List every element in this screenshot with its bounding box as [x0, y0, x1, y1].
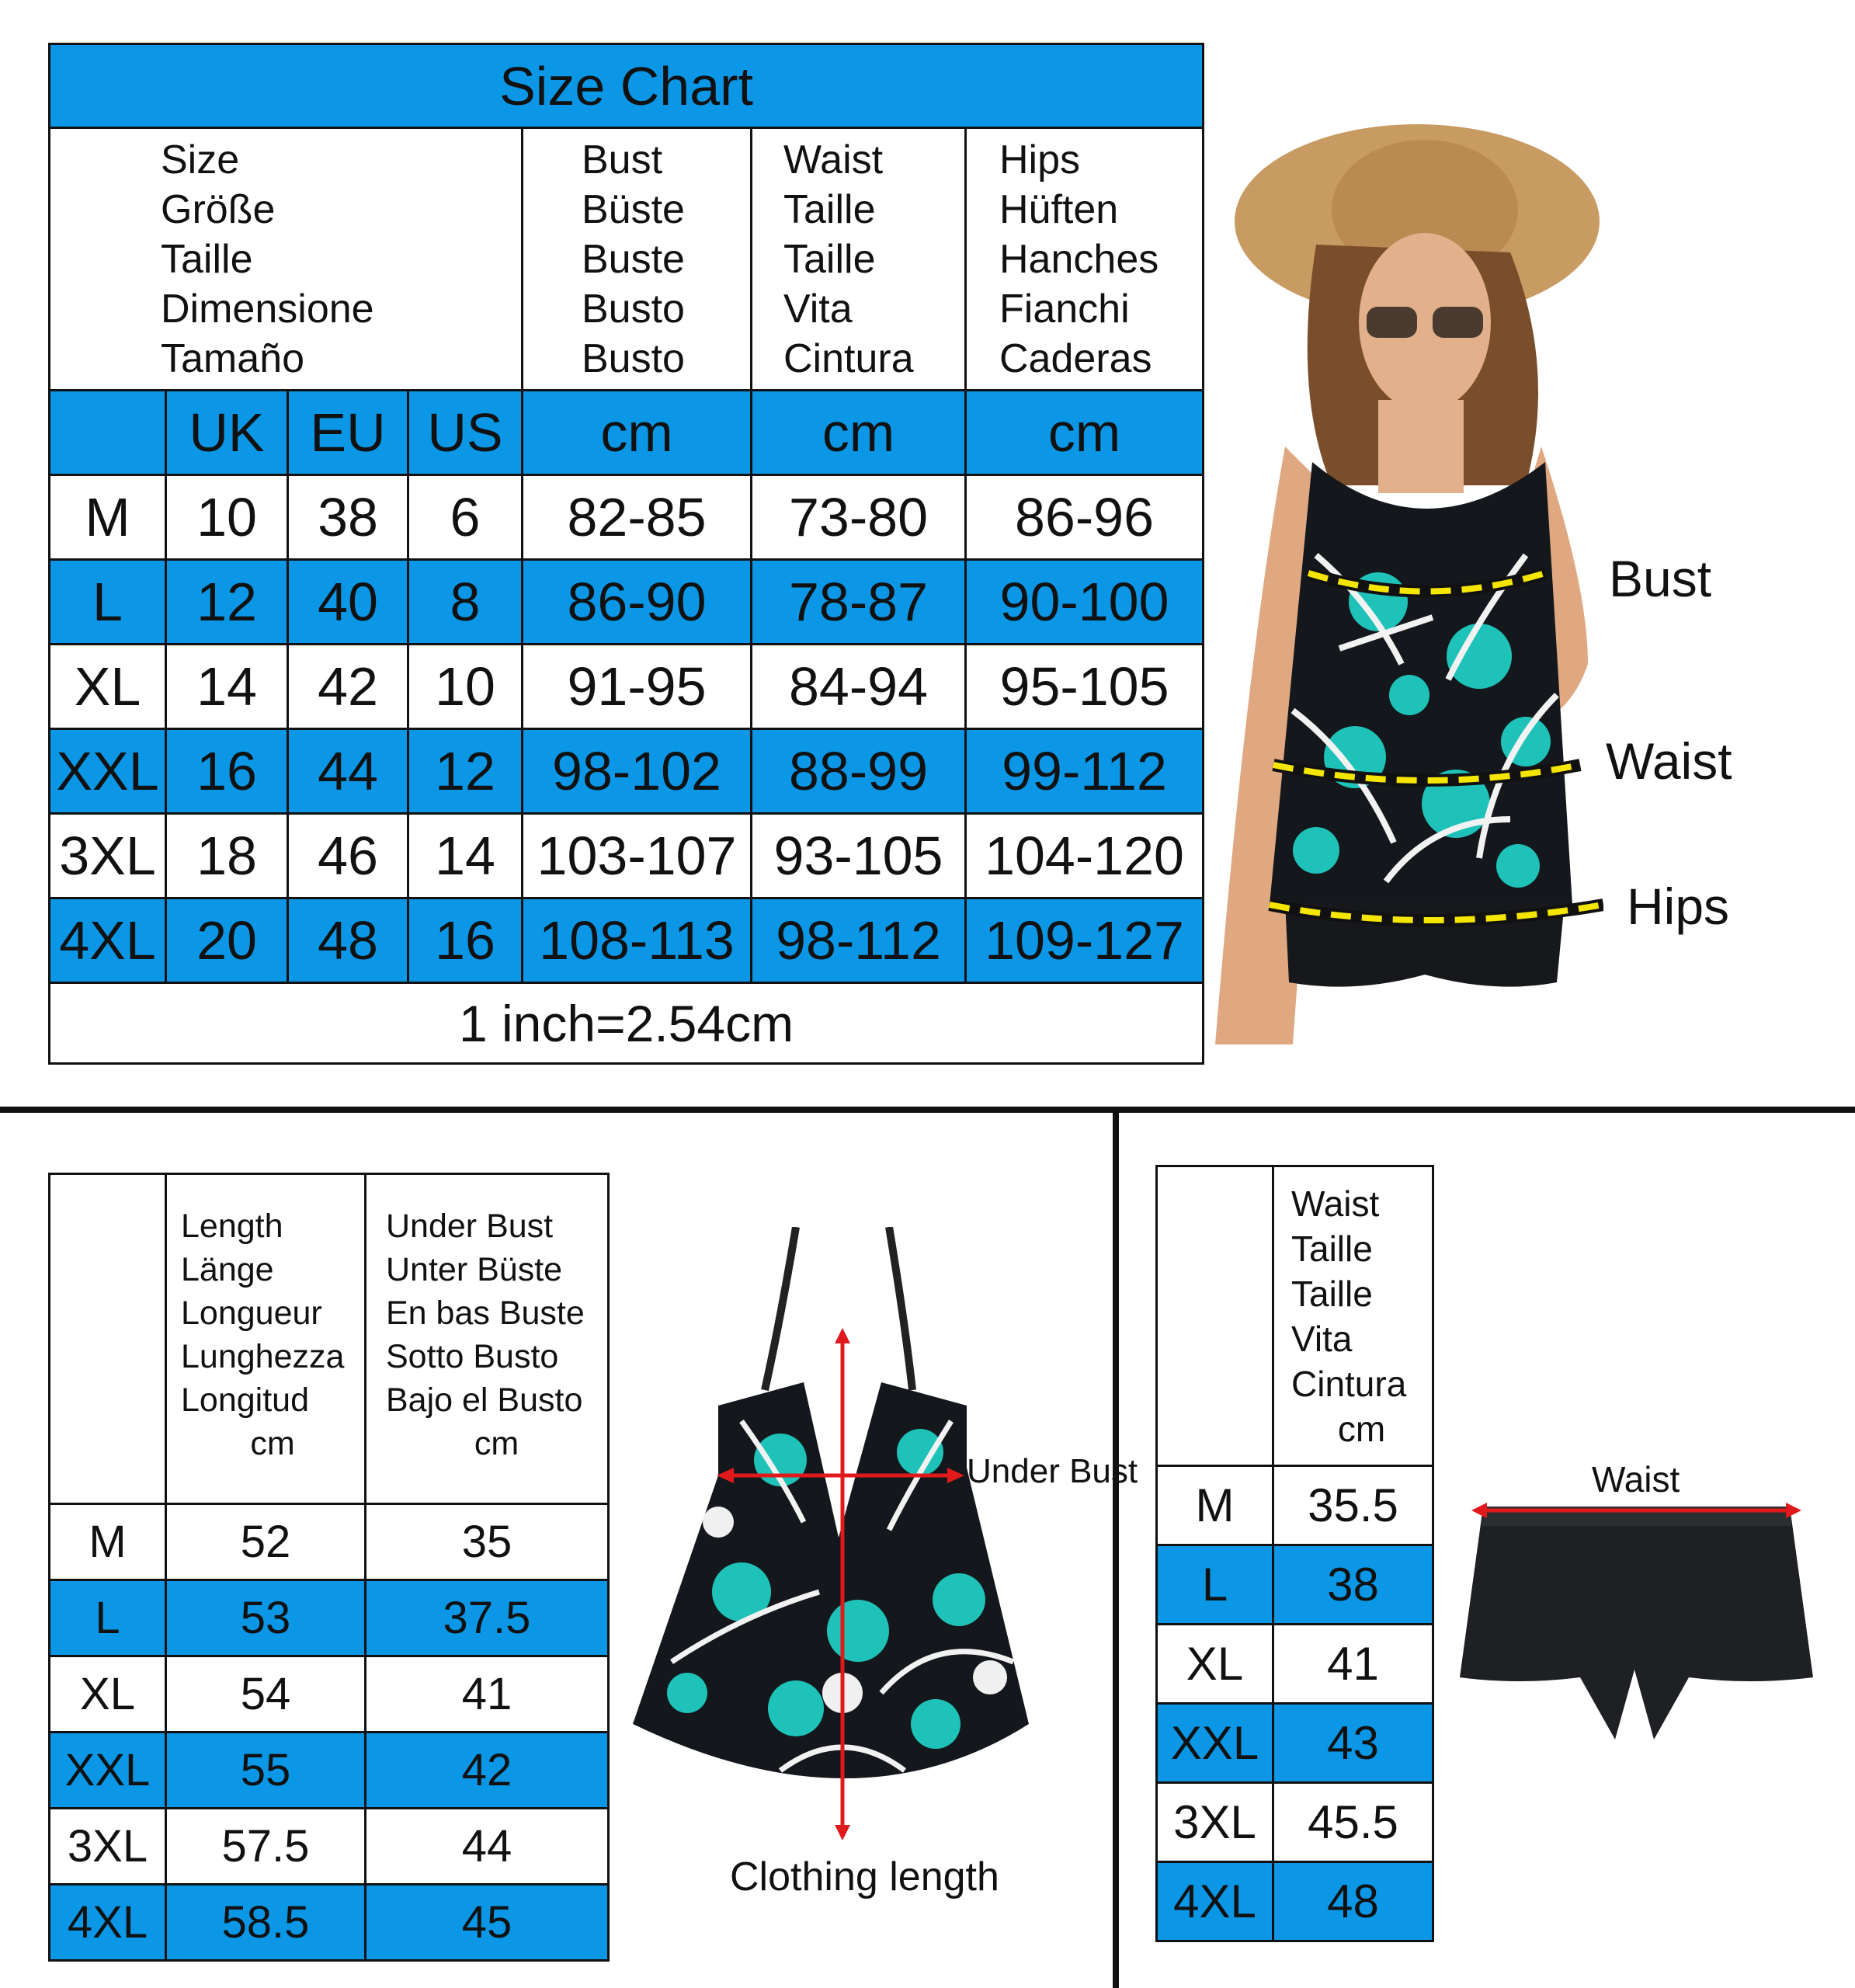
- header-bust: Bust Büste Buste Busto Busto: [523, 128, 752, 391]
- header-blank: [50, 1174, 166, 1504]
- top-garment-illustration: [625, 1227, 1060, 1848]
- header-under-bust: Under Bust Unter Büste En bas Buste Sotto Busto Bajo el Busto cm: [366, 1174, 609, 1504]
- header-waist: Waist Taille Taille Vita Cintura cm: [1273, 1166, 1433, 1466]
- table-row: L 12 40 8 86-90 78-87 90-100: [50, 560, 1204, 645]
- label-under-bust: Under Bust: [967, 1452, 1138, 1490]
- label-hips: Hips: [1627, 878, 1730, 935]
- header-blank: [1157, 1166, 1273, 1466]
- divider-horizontal: [0, 1107, 1855, 1113]
- table-row: XL 14 42 10 91-95 84-94 95-105: [50, 645, 1204, 729]
- conversion-note: 1 inch=2.54cm: [50, 983, 1204, 1064]
- chart-title: Size Chart: [50, 44, 1204, 128]
- table-row: M 10 38 6 82-85 73-80 86-96: [50, 475, 1204, 560]
- header-size: Size Größe Taille Dimensione Tamaño: [50, 128, 523, 391]
- label-bust: Bust: [1609, 550, 1712, 607]
- top-measurement-table: [48, 1173, 610, 1962]
- table-row: L 53 37.5: [50, 1580, 609, 1656]
- table-row: M 35.5: [1157, 1466, 1433, 1545]
- size-chart-table: [48, 43, 1204, 1065]
- header-hips: Hips Hüften Hanches Fianchi Caderas: [966, 128, 1204, 391]
- table-row: XL 41: [1157, 1625, 1433, 1704]
- table-row: XL 54 41: [50, 1656, 609, 1733]
- header-length: Length Länge Longueur Lunghezza Longitud cm: [166, 1174, 366, 1504]
- table-row: XXL 55 42: [50, 1733, 609, 1809]
- shorts-illustration: [1456, 1483, 1829, 1747]
- table-row: L 38: [1157, 1545, 1433, 1625]
- table-row: 4XL 20 48 16 108-113 98-112 109-127: [50, 898, 1204, 983]
- model-illustration: [1200, 120, 1603, 1048]
- label-clothing-length: Clothing length: [730, 1854, 999, 1899]
- table-row: 4XL 48: [1157, 1862, 1433, 1941]
- label-waist: Waist: [1606, 732, 1732, 790]
- table-row: 3XL 45.5: [1157, 1783, 1433, 1862]
- units-row: UK EU US cm cm cm: [50, 391, 1204, 475]
- header-waist: Waist Taille Taille Vita Cintura: [752, 128, 966, 391]
- table-row: 3XL 57.5 44: [50, 1809, 609, 1885]
- table-row: XXL 16 44 12 98-102 88-99 99-112: [50, 729, 1204, 814]
- table-row: M 52 35: [50, 1504, 609, 1580]
- shorts-measurement-table: [1155, 1165, 1434, 1942]
- table-row: XXL 43: [1157, 1704, 1433, 1783]
- table-row: 4XL 58.5 45: [50, 1885, 609, 1961]
- divider-vertical: [1113, 1107, 1119, 1988]
- label-shorts-waist: Waist: [1592, 1459, 1680, 1500]
- table-row: 3XL 18 46 14 103-107 93-105 104-120: [50, 814, 1204, 898]
